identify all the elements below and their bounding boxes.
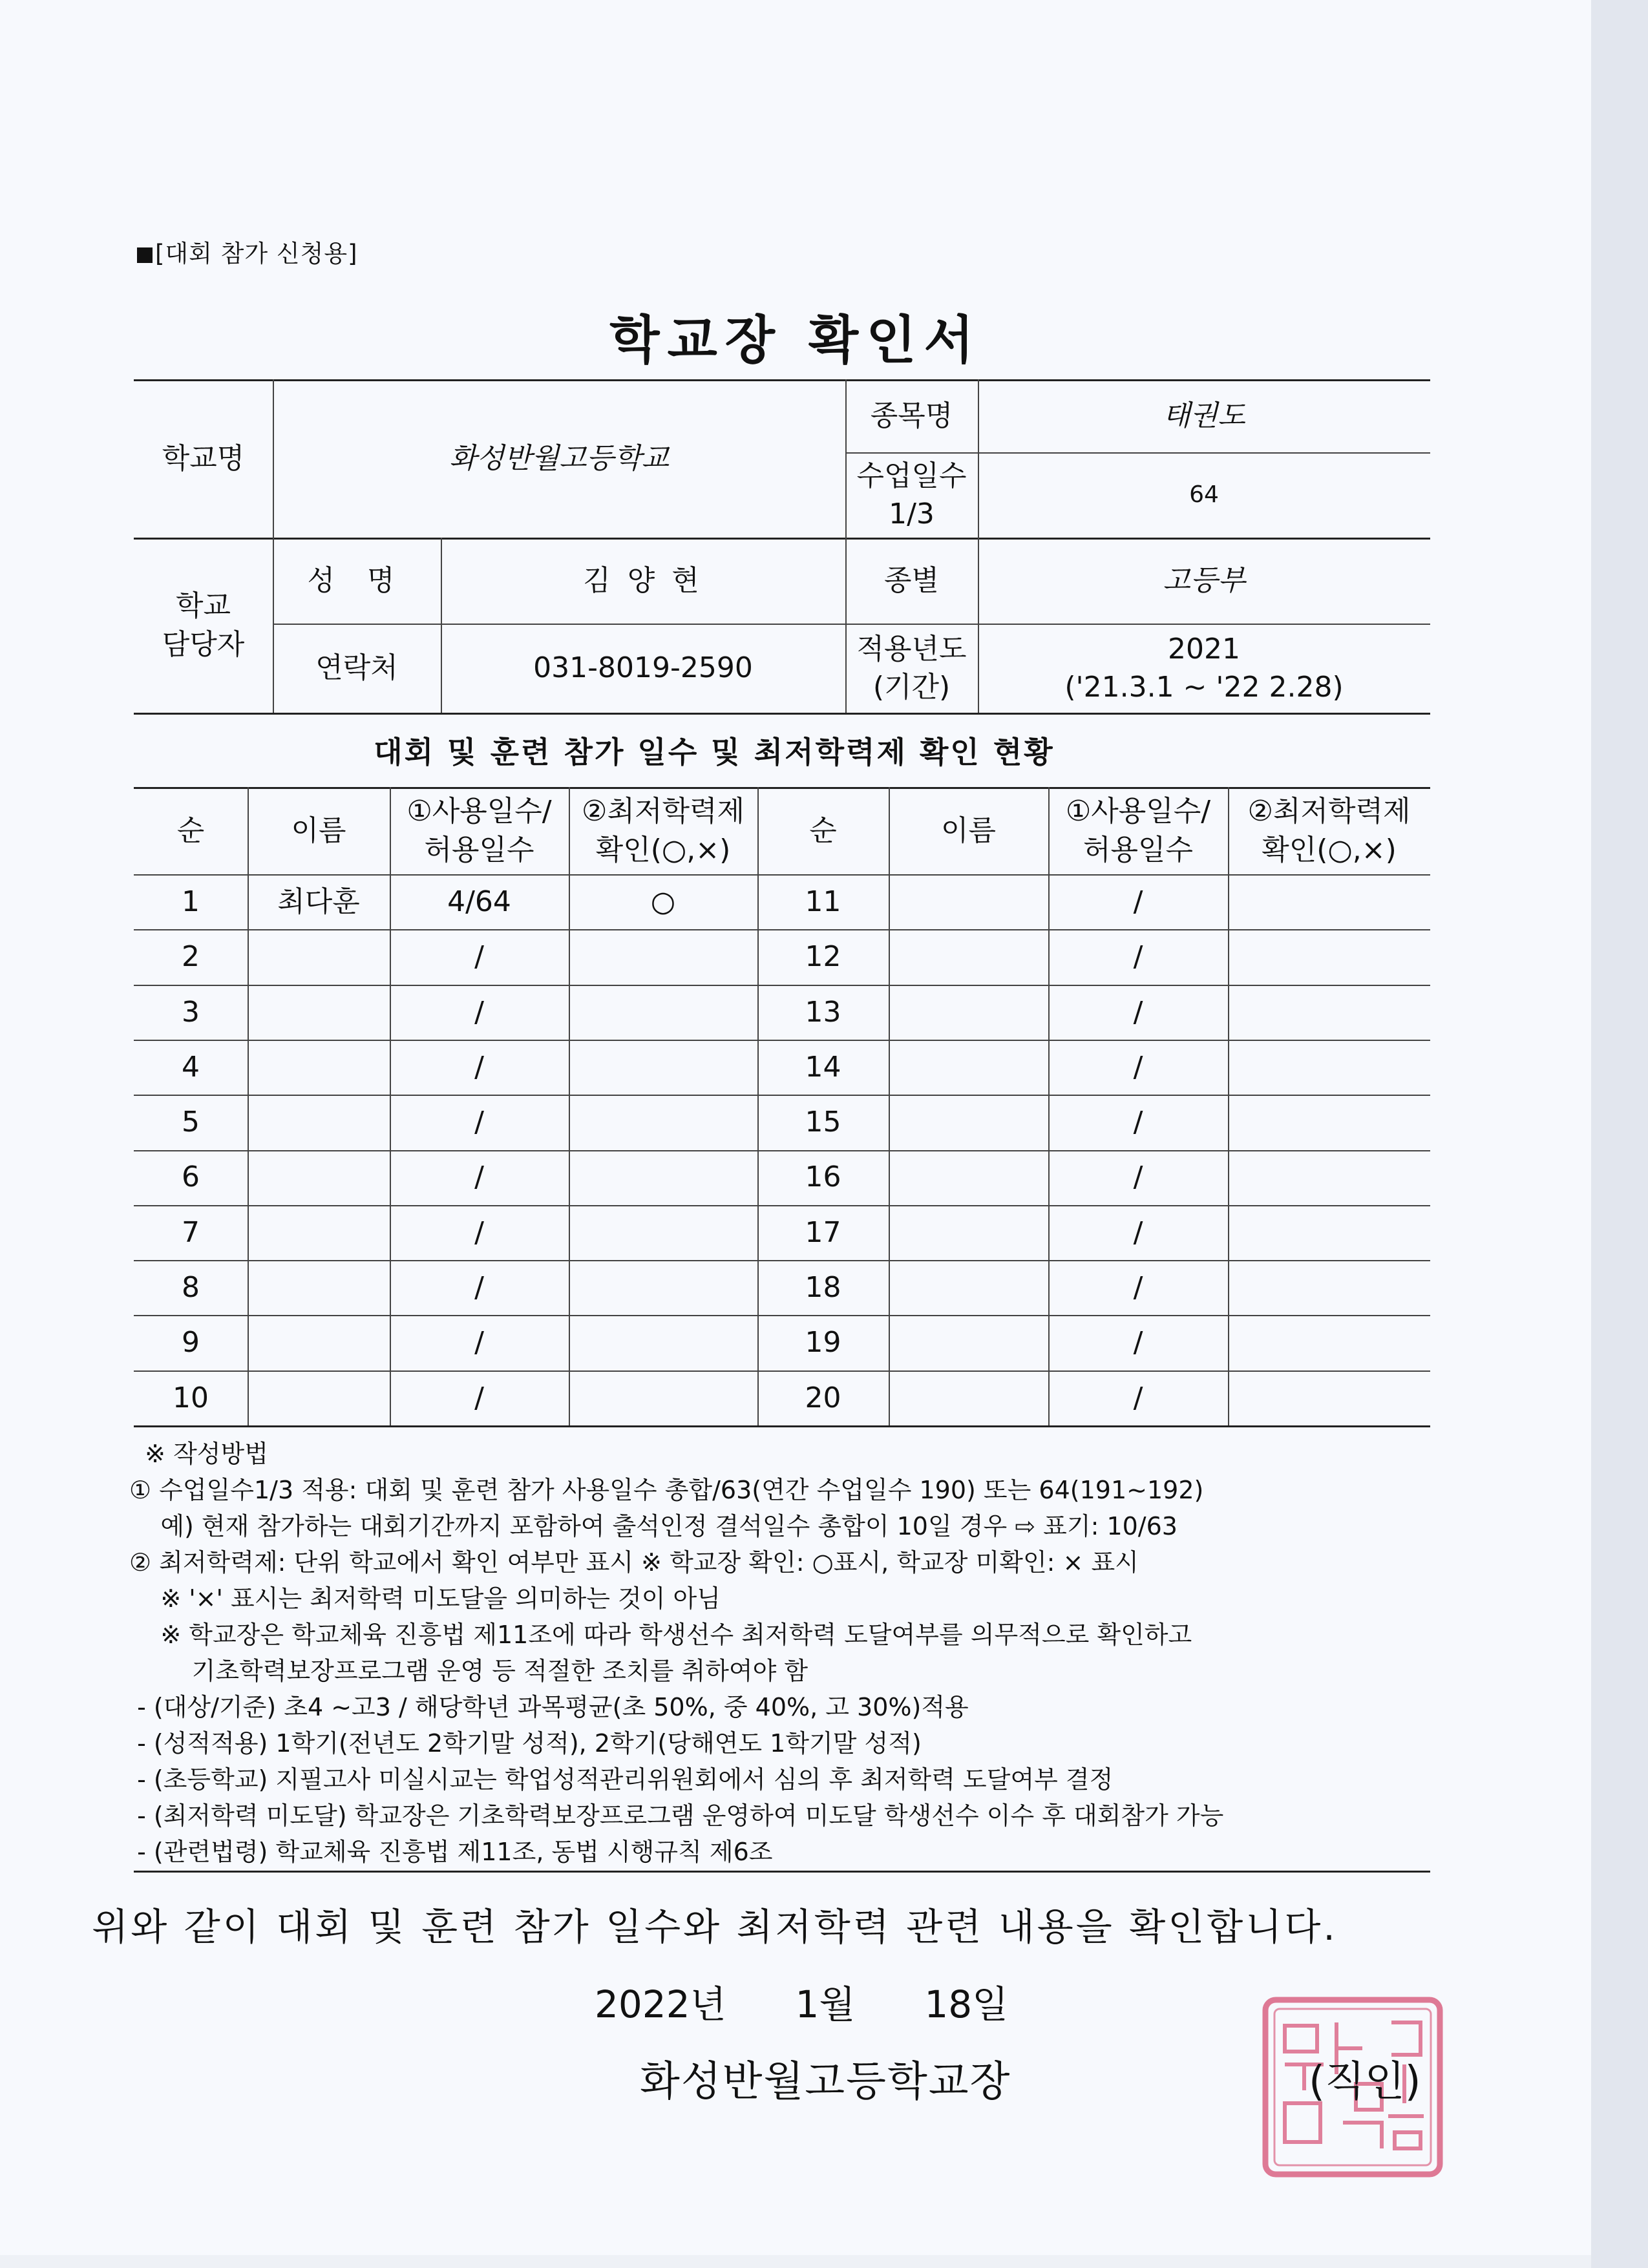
- row-days: /: [1133, 1271, 1143, 1305]
- row-name: [248, 1205, 390, 1260]
- contact-value: 031-8019-2590: [533, 651, 753, 685]
- row-check: [569, 1260, 757, 1315]
- row-check: [569, 1040, 757, 1095]
- year-label-line1: 적용년도: [856, 632, 967, 666]
- row-number: 18: [805, 1271, 841, 1305]
- row-days: 4/64: [447, 885, 511, 918]
- row-days: /: [1133, 995, 1143, 1029]
- manager-label-line2: 담당자: [162, 627, 245, 661]
- row-days: /: [474, 1381, 484, 1414]
- row-number: 1: [182, 885, 200, 918]
- row-check: [1228, 1040, 1430, 1095]
- row-days: /: [1133, 1381, 1143, 1414]
- form-tag-text: [대회 참가 신청용]: [155, 240, 358, 268]
- instruction-line: - (성적적용) 1학기(전년도 2학기말 성적), 2학기(당해연도 1학기말 성적): [129, 1729, 922, 1758]
- header-days: [1048, 787, 1228, 874]
- instruction-line: ※ '×' 표시는 최저학력 미도달을 의미하는 것이 아님: [129, 1584, 721, 1613]
- row-check: [569, 1205, 757, 1260]
- school-name-label: 학교명: [162, 441, 245, 475]
- row-days: /: [1133, 885, 1143, 918]
- row-check: [569, 1150, 757, 1205]
- instructions: [129, 1436, 1441, 1870]
- row-check: [1228, 1370, 1430, 1425]
- instruction-line: - (관련법령) 학교체육 진흥법 제11조, 동법 시행규칙 제6조: [129, 1838, 773, 1866]
- period-value-text: ('21.3.1 ~ '22 2.28): [1064, 671, 1344, 704]
- contact-label: 연락처: [315, 651, 398, 685]
- header-name-line: 이름: [291, 814, 346, 847]
- row-days: /: [1133, 1050, 1143, 1084]
- row-name: [248, 1095, 390, 1150]
- row-name: [889, 1150, 1048, 1205]
- header-name: [889, 787, 1048, 874]
- row-name: [889, 1205, 1048, 1260]
- row-name: [889, 1315, 1048, 1370]
- row-check: [1228, 1260, 1430, 1315]
- page-title: 학교장 확인서: [609, 310, 982, 370]
- row-number: 13: [805, 995, 841, 1029]
- instruction-line: - (초등학교) 지필고사 미실시교는 학업성적관리위원회에서 심의 후 최저학력 도달여부 결정: [129, 1765, 1114, 1794]
- row-days: /: [474, 1160, 484, 1194]
- header-check-line: 확인(○,×): [1262, 833, 1397, 866]
- division-label: 종별: [883, 563, 939, 597]
- row-check: [1228, 874, 1430, 929]
- year-label: [845, 624, 978, 713]
- header-check-line: 확인(○,×): [595, 833, 731, 866]
- seal-label: (직인): [1309, 2058, 1421, 2106]
- date-day: 18일: [924, 1982, 1009, 2026]
- days-label: [845, 452, 978, 538]
- row-days: /: [474, 1326, 484, 1360]
- date-year: 2022년: [595, 1982, 726, 2026]
- days-label-line2: 1/3: [889, 498, 935, 530]
- row-number: 12: [805, 940, 841, 974]
- header-no-line: 순: [176, 814, 205, 847]
- sport-value: 태권도: [1163, 399, 1245, 432]
- row-check: [569, 1370, 757, 1425]
- date-month: 1월: [795, 1982, 856, 2026]
- row-days: /: [474, 1215, 484, 1249]
- row-number: 6: [182, 1160, 200, 1194]
- square-bullet-icon: [137, 247, 153, 263]
- instruction-line: 기초학력보장프로그램 운영 등 적절한 조치를 취하여야 함: [129, 1657, 808, 1685]
- row-check: [569, 1095, 757, 1150]
- header-days-line: ①사용일수/: [1065, 795, 1211, 828]
- instruction-line: ※ 작성방법: [129, 1440, 268, 1468]
- principal-name: 화성반월고등학교장: [640, 2058, 1011, 2106]
- days-label-line1: 수업일수: [856, 459, 967, 492]
- scan-edge: [1591, 0, 1648, 2268]
- header-days: [390, 787, 569, 874]
- row-number: 20: [805, 1381, 841, 1414]
- row-check: [569, 929, 757, 984]
- header-check: [569, 787, 757, 874]
- row-number: 4: [182, 1050, 200, 1084]
- header-check-line: ②최저학력제: [582, 795, 745, 828]
- row-name: [889, 985, 1048, 1040]
- row-name: [889, 1260, 1048, 1315]
- row-name: [248, 929, 390, 984]
- row-check: [1228, 1205, 1430, 1260]
- header-no: [757, 787, 889, 874]
- instruction-line: - (대상/기준) 초4 ~고3 / 해당학년 과목평균(초 50%, 중 40%, 고 30%)적용: [129, 1693, 969, 1721]
- row-number: 16: [805, 1160, 841, 1194]
- row-check: [1228, 985, 1430, 1040]
- issue-date: [595, 1974, 1008, 2028]
- row-number: 2: [182, 940, 200, 974]
- row-name: [889, 1370, 1048, 1425]
- instruction-line: - (최저학력 미도달) 학교장은 기초학력보장프로그램 운영하여 미도달 학생선수 이수 후 대회참가 가능: [129, 1801, 1224, 1830]
- row-number: 11: [805, 885, 841, 918]
- header-name-line: 이름: [940, 814, 996, 847]
- instruction-line: 예) 현재 참가하는 대회기간까지 포함하여 출석인정 결석일수 총합이 10일 경우 ⇨ 표기: 10/63: [129, 1512, 1178, 1540]
- row-number: 10: [173, 1381, 209, 1414]
- row-days: /: [1133, 1326, 1143, 1360]
- year-label-line2: (기간): [872, 671, 951, 704]
- row-name: [248, 985, 390, 1040]
- header-check-line: ②최저학력제: [1247, 795, 1411, 828]
- row-name: [248, 1260, 390, 1315]
- row-number: 9: [182, 1326, 200, 1360]
- row-name: [889, 1095, 1048, 1150]
- row-name: [248, 1315, 390, 1370]
- row-name: [889, 929, 1048, 984]
- header-days-line: ①사용일수/: [407, 795, 552, 828]
- row-number: 14: [805, 1050, 841, 1084]
- days-value: 64: [1189, 481, 1219, 508]
- row-check: ○: [650, 885, 676, 918]
- header-days-line: 허용일수: [424, 833, 534, 866]
- row-name: [889, 874, 1048, 929]
- row-number: 5: [182, 1106, 200, 1139]
- school-name-value: 화성반월고등학교: [449, 441, 670, 475]
- row-check: [1228, 929, 1430, 984]
- row-check: [1228, 1150, 1430, 1205]
- notes-divider: [134, 1871, 1430, 1873]
- row-days: /: [1133, 1106, 1143, 1139]
- row-days: /: [474, 1271, 484, 1305]
- row-number: 7: [182, 1215, 200, 1249]
- row-check: [569, 1315, 757, 1370]
- row-name: [248, 1150, 390, 1205]
- row-name: [248, 1040, 390, 1095]
- section-title: 대회 및 훈련 참가 일수 및 최저학력제 확인 현황: [374, 735, 1055, 770]
- header-name: [248, 787, 390, 874]
- confirmation-text: 위와 같이 대회 및 훈련 참가 일수와 최저학력 관련 내용을 확인합니다.: [92, 1905, 1338, 1949]
- manager-label-line1: 학교: [175, 589, 231, 623]
- instruction-line: ※ 학교장은 학교체육 진흥법 제11조에 따라 학생선수 최저학력 도달여부를 의무적으로 확인하고: [129, 1621, 1192, 1649]
- row-days: /: [474, 995, 484, 1029]
- year-value-text: 2021: [1168, 632, 1240, 666]
- row-number: 3: [182, 995, 200, 1029]
- row-days: /: [1133, 1160, 1143, 1194]
- row-days: /: [1133, 940, 1143, 974]
- manager-label: [134, 538, 273, 713]
- year-value: [978, 624, 1430, 713]
- row-number: 17: [805, 1215, 841, 1249]
- row-check: [569, 985, 757, 1040]
- row-name: [248, 1370, 390, 1425]
- row-number: 8: [182, 1271, 200, 1305]
- instruction-line: ① 수업일수1/3 적용: 대회 및 훈련 참가 사용일수 총합/63(연간 수업일수 190) 또는 64(191~192): [129, 1476, 1204, 1504]
- row-number: 19: [805, 1326, 841, 1360]
- row-days: /: [474, 940, 484, 974]
- row-days: /: [474, 1106, 484, 1139]
- header-check: [1228, 787, 1430, 874]
- row-check: [1228, 1095, 1430, 1150]
- row-number: 15: [805, 1106, 841, 1139]
- header-no: [134, 787, 248, 874]
- row-name: [889, 1040, 1048, 1095]
- name-label: 성 명: [307, 563, 407, 597]
- division-value: 고등부: [1163, 563, 1245, 597]
- row-days: /: [1133, 1215, 1143, 1249]
- name-value: 김 양 현: [583, 563, 703, 597]
- header-no-line: 순: [809, 814, 837, 847]
- instruction-line: ② 최저학력제: 단위 학교에서 확인 여부만 표시 ※ 학교장 확인: ○표시, 학교장 미확인: × 표시: [129, 1548, 1139, 1577]
- row-days: /: [474, 1050, 484, 1084]
- form-tag: [137, 234, 358, 269]
- sport-label: 종목명: [870, 399, 953, 432]
- header-days-line: 허용일수: [1083, 833, 1193, 866]
- row-check: [1228, 1315, 1430, 1370]
- row-name: 최다훈: [277, 885, 360, 918]
